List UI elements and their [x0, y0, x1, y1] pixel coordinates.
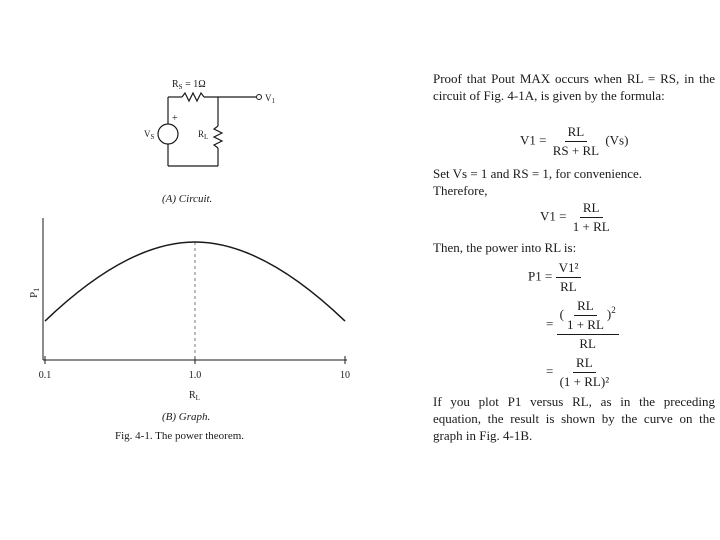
circuit-caption: (A) Circuit.	[162, 193, 213, 205]
x-tick-label: 1.0	[188, 370, 202, 381]
rs-label: $R_S = 1\Omega$	[172, 79, 206, 91]
circuit-diagram	[130, 70, 300, 210]
voltage-source	[158, 124, 178, 144]
graph-caption: (B) Graph.	[162, 411, 211, 423]
proof-intro: Proof that Pout MAX occurs when RL = RS, in the circuit of Fig. 4-1A, is given by the formula:	[433, 71, 715, 103]
equation-5: = $\frac{RL}{\text{(1 + RL)²}}$	[546, 355, 610, 389]
equation-2: V1 = $\frac{RL}{1 + RL}$	[540, 200, 610, 234]
conclusion-paragraph: If you plot P1 versus RL, as in the preceding equation, the result is shown by the curve on the graph in Fig. 4-1B.	[433, 394, 715, 443]
equation-4: = ( $\frac{RL}{1 + RL}$ )$^2$ RL	[546, 298, 619, 352]
power-graph	[25, 212, 365, 402]
x-tick-label: 0.1	[38, 370, 52, 381]
v1-label: $V_1$	[265, 93, 275, 105]
rl-label: $R_L$	[198, 129, 209, 141]
figure-caption: Fig. 4-1. The power theorem.	[115, 430, 245, 442]
x-tick-label: 10	[340, 370, 350, 381]
y-axis-label: P1	[28, 287, 41, 298]
plus-sign: +	[172, 113, 178, 124]
vs-label: $V_S$	[144, 129, 155, 141]
rl-resistor	[214, 126, 222, 148]
equation-3: P1 = $\frac{\text{V1²}}{RL}$	[528, 260, 581, 295]
rs-resistor	[182, 93, 204, 101]
x-axis-label: $R_L$	[189, 390, 200, 402]
v1-terminal	[257, 95, 262, 100]
set-line: Set Vs = 1 and RS = 1, for convenience.	[433, 166, 643, 181]
equation-1: V1 = $\frac{RL}{RS + RL}$ (Vs)	[520, 124, 629, 158]
therefore-line: Therefore,	[433, 183, 488, 198]
then-line: Then, the power into RL is:	[433, 240, 577, 255]
